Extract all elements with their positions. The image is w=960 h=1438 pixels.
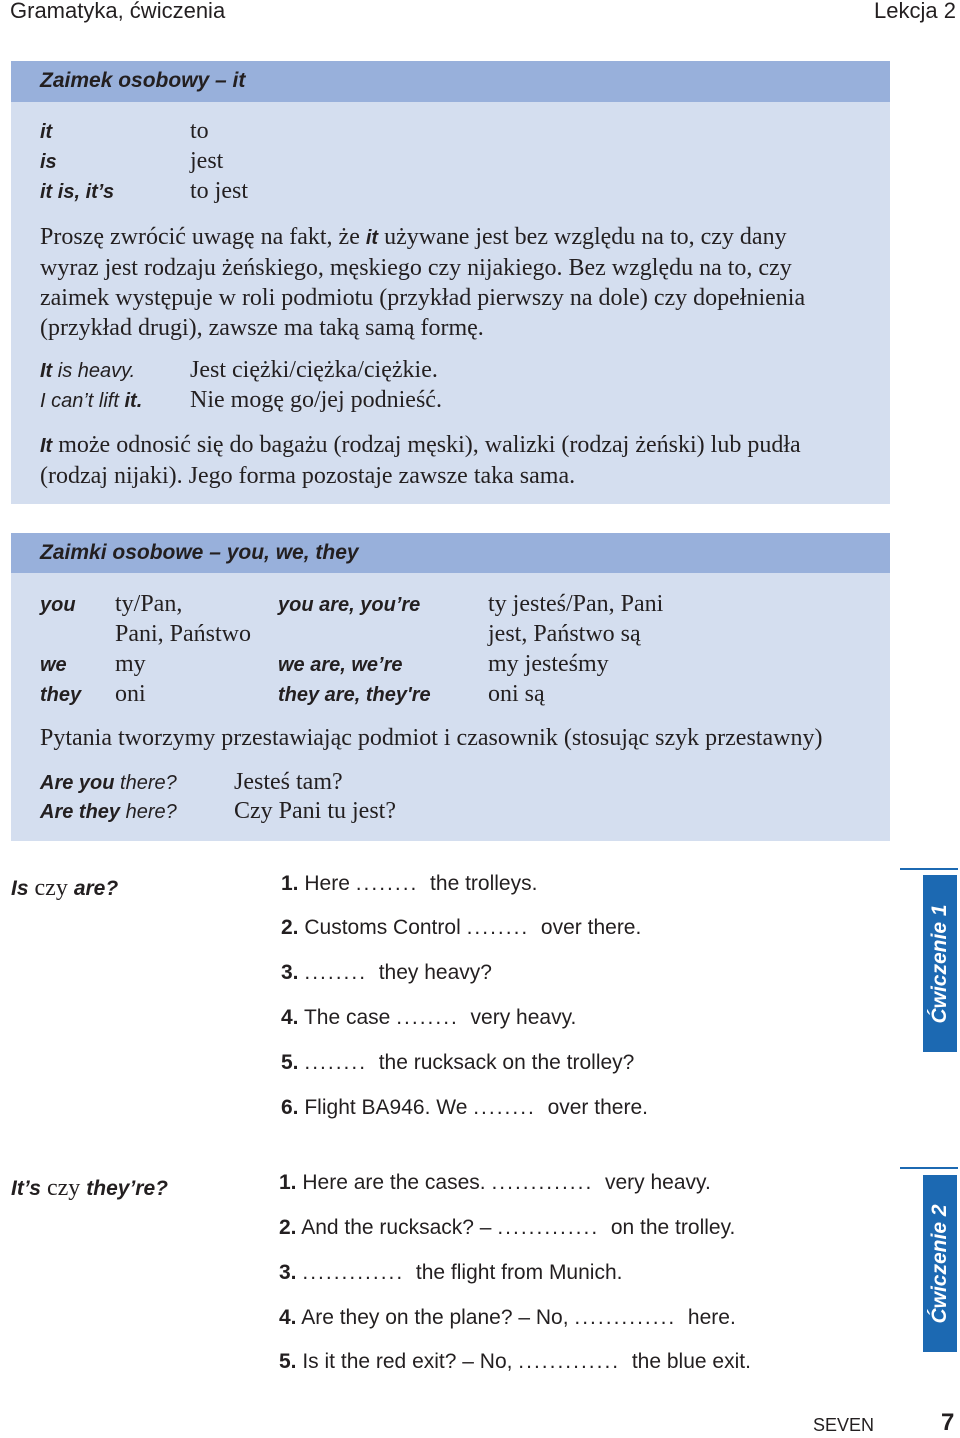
question-en: Are they here?	[40, 801, 177, 823]
example-pl: Jest ciężki/ciężka/ciężkie.	[190, 357, 438, 383]
exercise-1-item: 5. ........ the rucksack on the trolley?	[281, 1051, 635, 1074]
explanation-paragraph: Proszę zwrócić uwagę na fakt, że it używane jest bez względu na to, czy dany wyraz jest rodzaju żeńskiego, męskiego czy nijakiego. Bez względu na to, czy zaimek występuje w roli podmiotu (przykład pierwszy na dole) czy dopełnienia (przykład drugi), zawsze ma taką samą formę.	[40, 224, 806, 341]
exercise-2-item: 1. Here are the cases. ............. very heavy.	[279, 1171, 711, 1194]
exercise-1-item: 6. Flight BA946. We ........ over there.	[281, 1096, 648, 1119]
vocab-en: it is, it’s	[40, 181, 115, 203]
answer-blank[interactable]: .............	[302, 1261, 405, 1284]
pronoun: we	[40, 654, 67, 676]
question-pl: Jesteś tam?	[234, 769, 343, 795]
exercise-2-item: 4. Are they on the plane? – No, ............. here.	[279, 1306, 736, 1329]
grammar-box-header	[11, 533, 890, 573]
exercise-1-tab-rule	[900, 868, 958, 870]
question-rule: Pytania tworzymy przestawiając podmiot i czasownik (stosując szyk przestawny)	[40, 725, 823, 751]
verb-form-pl: oni są	[488, 681, 545, 707]
pronoun-pl: my	[115, 651, 146, 677]
question-en: Are you there?	[40, 772, 177, 794]
verb-form-pl: ty jesteś/Pan, Pani	[488, 591, 664, 617]
answer-blank[interactable]: ........	[304, 961, 368, 984]
grammar-box-you-we-they	[11, 533, 890, 841]
pronoun-pl: ty/Pan,	[115, 591, 183, 617]
pronoun: they	[40, 684, 82, 706]
exercise-2-tab-rule	[900, 1167, 958, 1169]
answer-blank[interactable]: .............	[497, 1216, 600, 1239]
vocab-en: it	[40, 121, 53, 143]
vocab-pl: to	[190, 118, 209, 144]
grammar-box-title: Zaimki osobowe – you, we, they	[40, 541, 359, 564]
grammar-box-title: Zaimek osobowy – it	[40, 69, 246, 92]
vocab-pl: to jest	[190, 178, 248, 204]
vocab-pl: jest	[190, 148, 224, 174]
pronoun: you	[40, 594, 76, 616]
verb-form: they are, they're	[278, 684, 431, 706]
answer-blank[interactable]: ........	[473, 1096, 536, 1119]
verb-form: we are, we’re	[278, 654, 403, 676]
exercise-1-item: 1. Here ........ the trolleys.	[281, 872, 538, 895]
exercise-1-item: 4. The case ........ very heavy.	[281, 1006, 577, 1029]
exercise-2-item: 3. ............. the flight from Munich.	[279, 1261, 623, 1284]
exercise-2-item: 2. And the rucksack? – ............. on the trolley.	[279, 1216, 736, 1239]
example-en: I can’t lift it.	[40, 390, 143, 412]
exercise-1-item: 3. ........ they heavy?	[281, 961, 492, 984]
verb-form-pl: my jesteśmy	[488, 651, 609, 677]
footer-page-number: 7	[941, 1409, 955, 1436]
vocab-en: is	[40, 151, 57, 173]
answer-blank[interactable]: .............	[491, 1171, 594, 1194]
example-en: It is heavy.	[40, 360, 136, 382]
exercise-1-instruction: Is czy are?	[11, 875, 119, 901]
running-header-left: Gramatyka, ćwiczenia	[10, 0, 226, 23]
grammar-box-it	[11, 61, 890, 504]
example-pl: Nie mogę go/jej podnieść.	[190, 387, 442, 413]
verb-form: you are, you’re	[278, 594, 421, 616]
answer-blank[interactable]: ........	[466, 916, 530, 939]
answer-blank[interactable]: ........	[355, 872, 419, 895]
pronoun-pl: Pani, Państwo	[115, 621, 252, 647]
exercise-1-tab: Ćwiczenie 1	[923, 875, 957, 1052]
exercise-2-tab: Ćwiczenie 2	[923, 1175, 957, 1352]
footer-page-word: SEVEN	[813, 1415, 875, 1435]
question-pl: Czy Pani tu jest?	[234, 798, 396, 824]
answer-blank[interactable]: .............	[518, 1350, 621, 1373]
pronoun-pl: oni	[115, 681, 146, 707]
grammar-box-header	[11, 61, 890, 102]
answer-blank[interactable]: .............	[574, 1306, 677, 1329]
verb-form-pl: jest, Państwo są	[488, 621, 641, 647]
exercise-2-instruction: It’s czy they’re?	[11, 1175, 168, 1201]
exercise-2-item: 5. Is it the red exit? – No, ............. the blue exit.	[279, 1350, 751, 1373]
exercise-1-item: 2. Customs Control ........ over there.	[281, 916, 642, 939]
note-paragraph: It może odnosić się do bagażu (rodzaj męski), walizki (rodzaj żeński) lub pudła (rodzaj nijaki). Jego forma pozostaje zawsze taka sama.	[40, 432, 801, 489]
running-header-right: Lekcja 2	[874, 0, 956, 23]
answer-blank[interactable]: ........	[396, 1006, 459, 1029]
answer-blank[interactable]: ........	[304, 1051, 368, 1074]
